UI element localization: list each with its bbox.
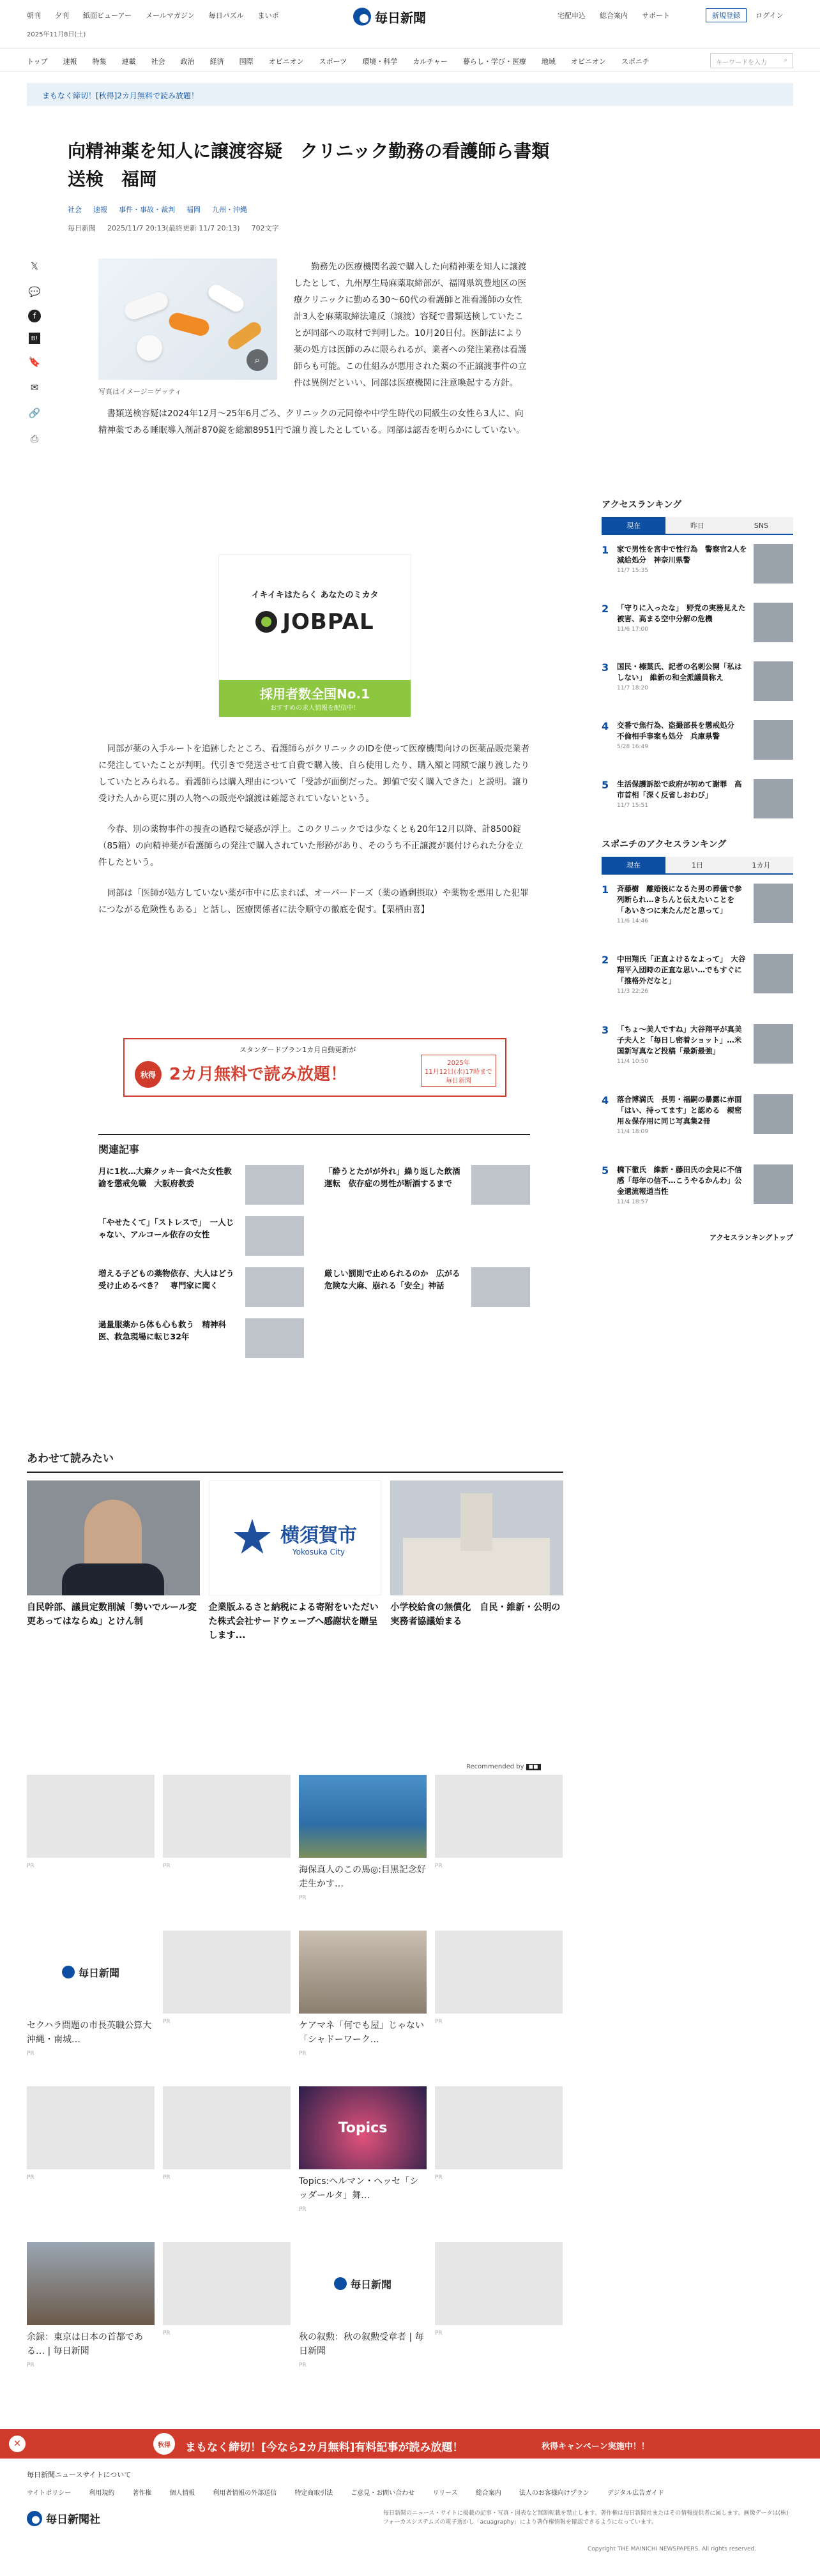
ranking-item[interactable] [602,779,793,824]
sponichi-title-text: 橋下徹氏 維新・藤田氏の会見に不信感「毎年の信不…こうやるかんわ」公金還流報道当性 [617,1165,742,1196]
related-item[interactable] [98,1267,304,1309]
sponichi-time: 11/4 18:57 [617,1199,649,1205]
sponichi-title-text: 中田翔氏「正直よけるなよって」 大谷翔平入団時の正直な思い…でもすぐに「推格外だなと」 [617,954,746,985]
ranking-thumb [754,603,793,642]
nav-item-breaking[interactable]: 速報 [63,57,77,66]
footer-link[interactable]: ご意見・お問い合わせ [351,2490,415,2497]
footer-links [27,2487,664,2497]
related-thumb [245,1165,304,1205]
rank-number: 4 [602,720,609,732]
recommend-image [299,1931,427,2014]
top-links [27,10,279,20]
recommend-image [299,2086,427,2169]
pr-label: PR [27,2051,34,2057]
article-paragraph: 同部が薬の入手ルートを追跡したところ、看護師らがクリニックのIDを使って医療機関向けの医薬品販売業者に発注していたことが判明。代引きで発送させて自費で購入後、自ら使用したり、購入額と同額で譲り渡したりしていたとみられる。看護師らは購入理由について「受診が面倒だった。卸値で安く購入できた」と説明。譲り受けた人から更に別の人物への販売や譲渡は確認されていないという。 [98,744,530,804]
mail-icon[interactable]: ✉ [30,382,39,393]
sponichi-thumb [754,1094,793,1134]
tag-link[interactable]: 速報 [93,206,107,214]
recommend-title: 海保真人のこの馬◎:目黒記念好走生かす… [299,1865,426,1889]
recommended-by [466,1763,541,1770]
related-thumb [471,1267,530,1307]
search-icon[interactable]: ⌕ [784,57,787,64]
pr-label: PR [27,1863,34,1869]
recommend-card[interactable] [435,2086,563,2232]
bottom-campaign-banner[interactable] [0,2429,820,2459]
logo-text: 毎日新聞 [375,10,426,26]
ranking-title-text: 「守りに入ったな」 野党の実務見えた被害、高まる空中分解の危機 [617,603,746,623]
ranking-title-text: 国民・榛葉氏、記者の名刺公開「私はしない」 維新の和全派議員称え [617,662,742,682]
pr-label: PR [163,1863,171,1869]
register-button[interactable]: 新規登録 [706,8,747,22]
footer-link[interactable]: 利用規約 [89,2490,115,2497]
nav-item-life[interactable]: 暮らし・学び・医療 [462,57,526,66]
related-item-title: 月に1枚…大麻クッキー食べた女性教諭を懲戒免職 大阪府教委 [98,1166,232,1188]
nav-item-politics[interactable]: 政治 [180,57,195,66]
recommend-card[interactable] [163,1931,291,2076]
top-link-viewer[interactable]: 紙面ビューアー [83,11,132,20]
mainichi-logo-text: 毎日新聞 [78,1966,119,1979]
campaign-year: 2025年 [447,1060,470,1067]
promo-bar[interactable]: まもなく締切！[秋得]2カ月無料で読み放題！ [27,83,793,106]
top-header [0,0,820,38]
tab-month[interactable]: 1カ月 [729,857,793,873]
nav-item-region[interactable]: 地域 [541,57,556,66]
related-item-title: 「酔うとたがが外れ」繰り返した飲酒運転 依存症の男性が断酒するまで [324,1166,460,1188]
tag-link[interactable]: 福岡 [186,206,201,214]
pr-label: PR [27,2174,34,2181]
ad-brand-text: JOBPAL [282,609,374,635]
ad-tagline: イキイキはたらく あなたのミカタ [251,591,379,600]
sponichi-thumb [754,1164,793,1204]
related-thumb [471,1165,530,1205]
photo-caption: 写真はイメージ＝ゲッティ [98,388,182,396]
top-link-evening[interactable]: 夕刊 [55,11,69,20]
tab-sns[interactable]: SNS [729,517,793,534]
campaign-top: スタンダードプラン1カ月自動更新が [239,1046,356,1054]
also-read-image [209,1480,382,1595]
ranking-time: 11/7 15:35 [617,568,649,574]
recommend-image [163,2242,291,2325]
recommend-image [163,1931,291,2014]
tab-day[interactable]: 1日 [665,857,729,873]
footer-link[interactable]: 法人のお客様向けプラン [519,2490,589,2497]
copyright: Copyright THE MAINICHI NEWSPAPERS. All rights reserved. [588,2546,757,2552]
recommend-title: ケアマネ「何でも屋」じゃない 「シャドーワーク… [299,2021,433,2045]
recommend-card[interactable] [299,2242,427,2388]
article-length: 702文字 [251,224,279,232]
rank-number: 5 [602,779,609,791]
mainichi-logo-text: 毎日新聞 [350,2278,391,2291]
ad-inner [219,555,411,682]
related-item-title: 厳しい罰則で止められるのか 広がる危険な大麻、崩れる「安全」神話 [324,1269,460,1290]
footer-link[interactable]: 総合案内 [475,2490,501,2497]
ranking-item[interactable] [602,603,793,647]
sponichi-tabs [602,857,793,875]
recommend-image [27,1775,155,1858]
tab-now[interactable]: 現在 [602,857,665,873]
also-read-section [27,1449,563,1643]
comment-icon[interactable]: 💬 [28,286,41,298]
recommend-image [163,2086,291,2169]
tab-yesterday[interactable]: 昨日 [665,517,729,534]
pill-shape [167,311,211,338]
recommend-title: 秋の叙勲：秋の叙勲受章者 | 毎日新聞 [299,2332,424,2356]
also-read-card[interactable] [209,1480,382,1643]
pr-label: PR [435,2174,443,2181]
facebook-icon[interactable]: f [28,310,41,322]
nav-item-sponichi[interactable]: スポニチ [621,57,649,66]
footer-link[interactable]: 利用者情報の外部送信 [213,2490,277,2497]
nav-item-top[interactable]: トップ [27,57,48,66]
top-link-puzzle[interactable]: 毎日パズル [208,11,244,20]
rank-number: 3 [602,1024,609,1036]
pr-label: PR [299,2362,307,2369]
related-item[interactable] [324,1267,530,1309]
rank-number: 2 [602,603,609,615]
top-link-morning[interactable]: 朝刊 [27,11,41,20]
rank-number: 2 [602,954,609,966]
support-link[interactable]: サポート [642,11,670,20]
login-link[interactable]: ログイン [755,11,784,20]
nav-item-opinion[interactable]: オピニオン [268,57,304,66]
footer-link[interactable]: 特定商取引法 [294,2490,333,2497]
article-photo[interactable] [98,259,277,380]
top-link-mail[interactable]: メールマガジン [146,11,195,20]
related-articles [98,1134,530,1360]
footer-link[interactable]: サイトポリシー [27,2490,72,2497]
ranking-thumb [754,779,793,818]
recommend-card[interactable] [435,1775,563,1920]
recommend-card[interactable] [27,2086,155,2232]
yokosuka-text [280,1519,357,1556]
ad-cta-big: 採用者数全国No.1 [260,686,370,702]
recommend-image [435,2242,563,2325]
ranking-item[interactable] [602,720,793,765]
category-nav [0,49,820,72]
campaign-banner[interactable] [123,1038,506,1097]
ranking-top-link[interactable]: アクセスランキングトップ [709,1233,793,1242]
sponichi-thumb [754,884,793,923]
related-item[interactable] [98,1318,304,1360]
sidebar [602,498,793,1242]
jobpal-logo-icon [255,611,277,633]
close-icon[interactable]: ✕ [9,2436,26,2452]
recommend-title: 余録：東京は日本の首都である… | 毎日新聞 [27,2332,143,2356]
mainichi-logo-icon [353,8,371,26]
also-read-title: あわせて読みたい [27,1449,563,1473]
ranking-tabs [602,517,793,535]
hatena-icon[interactable]: B! [29,333,40,344]
pill-shape [225,319,264,352]
footer-logo[interactable] [27,2510,100,2526]
sponichi-item[interactable] [602,1094,793,1150]
mainichi-logo-icon [62,1966,75,1978]
mainichi-logo-icon [334,2277,347,2290]
footer-site-label: 毎日新聞ニュースサイトについて [27,2471,132,2479]
related-item-title: 「やせたくて」「ストレスで」 一人じゃない、アルコール依存の女性 [98,1217,234,1239]
nav-item-sports[interactable]: スポーツ [319,57,347,66]
ranking-time: 11/7 18:20 [617,685,649,691]
nav-item-culture[interactable]: カルチャー [413,57,448,66]
sponichi-time: 11/6 14:46 [617,918,649,924]
nav-item-features[interactable]: 特集 [92,57,107,66]
tag-link[interactable]: 事件・事故・裁判 [119,206,175,214]
recommend-image [435,1931,563,2014]
recommend-image [435,2086,563,2169]
ranking-title-text: 生活保護訴訟で政府が初めて謝罪 高市首相「深く反省しおわび」 [617,780,742,799]
article-paragraph: 同部は「医師が処方していない薬が市中に広まれば、オーバードーズ（薬の過剰摂取）や薬物を悪用した犯罪につながる危険性もある」と話し、医療関係者に法令順守の徹底を促す。【栗栖由喜】 [98,888,529,915]
pill-shape [206,282,247,315]
ranking-title-text: 交番で焦行為、盗撮部長を懲戒処分 不倫相手事案も処分 兵庫県警 [617,721,742,741]
recommend-image [299,2242,427,2325]
footer-link[interactable]: デジタル広告ガイド [607,2490,664,2497]
footer-link[interactable]: リリース [432,2490,458,2497]
recommend-grid [27,1775,563,2388]
recommend-card[interactable] [299,2086,427,2232]
campaign-main: 2カ月無料で読み放題！ [169,1065,347,1084]
ad-brand [255,609,374,635]
related-thumb [245,1216,304,1256]
current-date: 2025年11月8日(土) [27,31,86,38]
also-read-card-title: 小学校給食の無償化 自民・維新・公明の実務者協議始まる [390,1602,561,1627]
campaign-brand: 毎日新聞 [446,1078,471,1085]
delivery-link[interactable]: 宅配申込 [558,11,586,20]
yokosuka-emblem-icon [233,1519,271,1557]
recommend-card[interactable] [163,2086,291,2232]
also-read-card[interactable] [390,1480,563,1643]
pr-label: PR [27,2362,34,2369]
sponichi-item[interactable] [602,884,793,940]
pr-label: PR [299,2206,307,2213]
yokosuka-sub: Yokosuka City [292,1548,345,1556]
pr-label: PR [299,1895,307,1901]
rank-number: 3 [602,661,609,674]
recommend-image [27,2086,155,2169]
footer [0,2464,820,2576]
tag-link[interactable]: 社会 [68,206,82,214]
rank-number: 4 [602,1094,609,1106]
sponichi-item[interactable] [602,954,793,1010]
related-spacer [324,1216,530,1258]
recommend-card[interactable] [163,2242,291,2388]
ranking-title-text: 家で男性を宮中で性行為 警察官2人を減給処分 神奈川県警 [617,545,747,564]
ad-cta[interactable] [219,680,411,717]
banner-sub: 秋得キャンペーン実施中！！ [542,2442,649,2452]
share-toolbar [27,259,42,456]
recommend-card[interactable] [299,1931,433,2076]
nav-item-society[interactable]: 社会 [151,57,165,66]
related-item[interactable] [324,1165,530,1207]
article-body [98,259,530,453]
ranking-thumb [754,720,793,760]
sponichi-item[interactable] [602,1164,793,1221]
article-meta [68,223,279,233]
recommend-title: セクハラ問題の市長英職公算大 沖縄・南城… [27,2021,161,2045]
top-link-maipo[interactable]: まいポ [257,11,279,20]
recommend-image [299,1775,427,1858]
ranking-time: 11/7 15:51 [617,802,649,809]
related-item-title: 増える子どもの薬物依存、大人はどう受け止めるべき？ 専門家に聞く [98,1269,234,1290]
recommend-card[interactable] [435,2242,563,2388]
recommend-image [435,1775,563,1858]
sponichi-time: 11/4 10:50 [617,1058,649,1065]
mainichi-logo-icon [27,2511,42,2526]
tab-now[interactable]: 現在 [602,517,665,534]
yokosuka-title: 横須賀市 [280,1525,357,1547]
nav-item-economy[interactable]: 経済 [209,57,224,66]
recommend-card[interactable] [27,1931,161,2076]
ranking-title[interactable]: アクセスランキング [602,500,682,510]
sponichi-title-text: 斉藤樹 離婚後になるた男の葬儀で参列断られ…きちんと伝えたいことを「あいさつに来たんだと思って」 [617,884,742,915]
suit-shape [62,1563,164,1595]
related-thumb [245,1267,304,1307]
recommend-card[interactable] [27,1775,155,1920]
sponichi-ranking-title: スポニチのアクセスランキング [602,840,727,850]
article-tags [68,204,247,215]
link-icon[interactable]: 🔗 [28,407,41,419]
article-source: 毎日新聞 [68,224,96,232]
pr-label: PR [163,2330,171,2337]
also-read-card-title: 自民幹部、議員定数削減「勢いでルール変更あってはならぬ」とけん制 [27,1602,197,1627]
guide-link[interactable]: 総合案内 [600,11,628,20]
nav-item-science[interactable]: 環境・科学 [362,57,398,66]
article-timestamp: 2025/11/7 20:13(最終更新 11/7 20:13) [107,224,240,232]
pr-label: PR [435,2019,443,2025]
rank-number: 5 [602,1164,609,1177]
ranking-item[interactable] [602,544,793,589]
pill-shape [122,290,170,322]
footer-notice: 毎日新聞のニュース・サイトに掲載の記事・写真・図表など無断転載を禁止します。著作権は毎日新聞社またはその情報提供者に属します。画像データは(株)フォーカスシステムズの電子透かし「acuagraphy」により著作権情報を確認できるようになっています。 [383,2510,789,2526]
x-icon[interactable]: 𝕏 [30,260,39,272]
site-logo[interactable] [353,8,468,26]
footer-link[interactable]: 個人情報 [169,2490,195,2497]
recommend-card[interactable] [163,1775,291,1920]
recommend-card[interactable] [27,2242,155,2388]
also-read-card-title: 企業版ふるさと納税による寄附をいただいた株式会社サードウェーブへ感謝状を贈呈します... [208,1602,379,1641]
sponichi-time: 11/4 18:09 [617,1129,649,1135]
bookmark-icon[interactable]: 🔖 [28,356,41,368]
rank-number: 1 [602,884,609,896]
tag-link[interactable]: 九州・沖縄 [212,206,247,214]
banner-text: まもなく締切！[今なら2カ月無料]有料記事が読み放題！ [185,2441,464,2454]
campaign-date: 11月12日(水)17時まで [425,1069,492,1076]
recommend-title: Topics:ヘルマン・ヘッセ「シッダールタ」舞… [299,2176,419,2201]
pill-shape [137,335,162,361]
related-thumb [245,1318,304,1358]
article-paragraph: 書類送検容疑は2024年12月～25年6月ごろ、クリニックの元同僚や中学生時代の同級生の女性ら3人に、向精神薬である睡眠導入剤計870錠を総額8951円で譲り渡したとしている。同部は認否を明らかにしていない。 [98,409,525,435]
related-item[interactable] [98,1165,304,1207]
sponichi-item[interactable] [602,1024,793,1080]
recommended-by-label: Recommended by [466,1763,524,1770]
article-headline: 向精神薬を知人に譲渡容疑 クリニック勤務の看護師ら書類送検 福岡 [68,140,550,190]
ranking-item[interactable] [602,661,793,706]
account-links [558,10,670,20]
sponichi-title-text: 落合博満氏 長男・福嗣の暴露に赤面「はい、持ってます」と認める 親密用＆保存用に同じ写真集2冊 [617,1095,742,1126]
ranking-thumb [754,544,793,584]
recommend-image [163,1775,291,1858]
rank-number: 1 [602,544,609,556]
pr-label: PR [163,2174,171,2181]
pr-label: PR [435,2330,443,2337]
zoom-icon[interactable]: ⌕ [247,349,268,371]
pr-label: PR [435,1863,443,1869]
footer-link[interactable]: 著作権 [132,2490,152,2497]
search-input[interactable] [710,53,793,68]
nav-item-opinion-2[interactable]: オピニオン [570,57,606,66]
topics-label: Topics [338,2120,388,2136]
sponichi-title-text: 「ちょ～美人ですね」大谷翔平が真美子夫人と「毎日し密着ショット」…米国新写真など投稿「最新最強」 [617,1025,742,1055]
recommend-card[interactable] [299,1775,427,1920]
related-item[interactable] [98,1216,304,1258]
print-icon[interactable]: ⎙ [30,433,38,444]
also-read-image [27,1480,200,1595]
recommend-image [27,2242,155,2325]
search-placeholder: キーワードを入力 [716,59,767,66]
footer-logo-text: 毎日新聞社 [46,2513,100,2526]
campaign-deadline [421,1055,496,1087]
taboola-logo-icon: ◼◼ [526,1764,541,1770]
ranking-time: 11/6 17:00 [617,626,649,633]
ranking-time: 5/28 16:49 [617,744,649,750]
pr-label: PR [163,2019,171,2025]
also-read-image [390,1480,563,1595]
related-title: 関連記事 [98,1134,530,1156]
ranking-thumb [754,661,793,701]
pr-label: PR [299,2051,307,2057]
sponichi-thumb [754,1024,793,1064]
recommend-card[interactable] [435,1931,563,2076]
recommend-image [27,1931,155,2014]
article-body-continued [98,741,530,932]
article-paragraph: 今春、別の薬物事件の捜査の過程で疑惑が浮上。このクリニックでは少なくとも20年12月以降、計8500錠（85箱）の向精神薬が看護師らの発注で購入されていた形跡があり、そのうち不正譲渡が裏付けられた分を立件したという。 [98,824,524,868]
ad-cta-small: おすすめの求人情報を配信中！ [270,705,360,712]
related-item-title: 過量服薬から体も心も救う 精神科医、救急現場に転じ32年 [98,1320,227,1341]
also-read-card[interactable] [27,1480,200,1643]
article-paragraph: 勤務先の医療機関名義で購入した向精神薬を知人に譲渡したとして、九州厚生局麻薬取締部が、福岡県筑豊地区の医療クリニックに勤める30～60代の看護師と准看護師の女性計3人を麻薬取締法違反（譲渡）容疑で書類送検していたことが同部への取材で判明した。10月20日付。医師法により薬の処方は医師のみに限られるが、業者への発注業務は看護師らも可能。この仕組みが悪用された薬の不正譲渡事件の立件は異例だといい、同部は医療機関に注意喚起する方針。 [294,262,527,388]
nav-item-series[interactable]: 連載 [121,57,136,66]
campaign-badge: 秋得 [135,1061,162,1088]
sponichi-thumb [754,954,793,993]
sponichi-time: 11/3 22:26 [617,988,649,995]
tower-shape [460,1493,492,1551]
nav-item-world[interactable]: 国際 [239,57,254,66]
jobpal-ad[interactable] [218,554,411,717]
campaign-badge: 秋得 [153,2433,175,2455]
